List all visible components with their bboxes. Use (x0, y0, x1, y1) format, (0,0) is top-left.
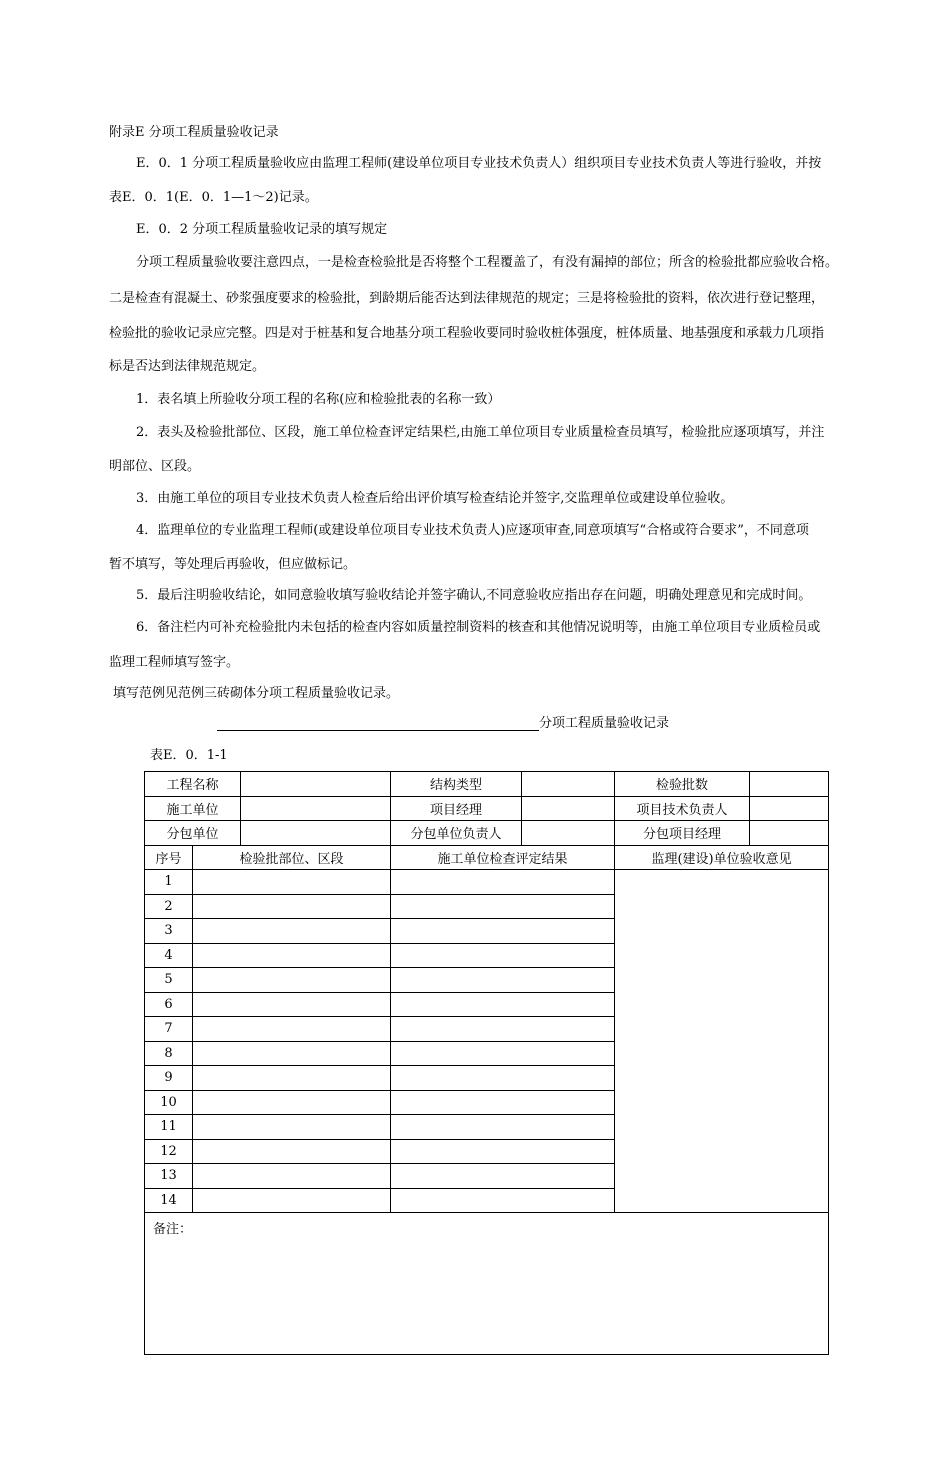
row-number: 11 (145, 1115, 193, 1140)
cell-part[interactable] (193, 919, 391, 944)
cell-part[interactable] (193, 870, 391, 895)
cell-part[interactable] (193, 1115, 391, 1140)
cell-result[interactable] (391, 968, 615, 993)
cell-part[interactable] (193, 1041, 391, 1066)
cell-part[interactable] (193, 1188, 391, 1213)
cell-result[interactable] (391, 919, 615, 944)
label-construction-unit: 施工单位 (145, 796, 241, 821)
item-6-line2: 监理工程师填写签字。 (109, 655, 240, 670)
cell-opinion[interactable] (615, 870, 829, 1213)
value-sub-lead[interactable] (522, 821, 615, 846)
value-tech-lead[interactable] (750, 796, 829, 821)
value-project-name[interactable] (241, 772, 391, 797)
item-4-line2: 暂不填写，等处理后再验收，但应做标记。 (109, 557, 357, 572)
item-6-line1: 6．备注栏内可补充检验批内未包括的检查内容如质量控制资料的核查和其他情况说明等，由施工单位项目专业质检员或 (136, 620, 821, 635)
label-batch-count: 检验批数 (615, 772, 750, 797)
label-structure-type: 结构类型 (391, 772, 522, 797)
cell-part[interactable] (193, 1090, 391, 1115)
item-1: 1．表名填上所验收分项工程的名称(应和检验批表的名称一致） (136, 392, 501, 407)
col-header-no: 序号 (145, 845, 193, 870)
value-construction-unit[interactable] (241, 796, 391, 821)
row-number: 5 (145, 968, 193, 993)
cell-result[interactable] (391, 1041, 615, 1066)
cell-part[interactable] (193, 894, 391, 919)
cell-part[interactable] (193, 1066, 391, 1091)
table-row (145, 870, 829, 895)
remark-row (145, 1213, 829, 1355)
header-row-1 (145, 772, 829, 797)
row-number: 6 (145, 992, 193, 1017)
cell-result[interactable] (391, 992, 615, 1017)
table-title-text: 分项工程质量验收记录 (539, 716, 670, 731)
header-row-2 (145, 796, 829, 821)
col-header-part: 检验批部位、区段 (193, 845, 391, 870)
cell-part[interactable] (193, 1017, 391, 1042)
row-number: 13 (145, 1164, 193, 1189)
item-2-line2: 明部位、区段。 (109, 459, 201, 474)
para-line3: 检验批的验收记录应完整。四是对于桩基和复合地基分项工程验收要同时验收桩体强度，桩体质量、地基强度和承载力几项指 (109, 326, 825, 341)
row-number: 7 (145, 1017, 193, 1042)
value-sub-manager[interactable] (750, 821, 829, 846)
item-4-line1: 4．监理单位的专业监理工程师(或建设单位项目专业技术负责人)应逐项审查,同意项填写“合格或符合要求”，不同意项 (136, 523, 809, 538)
cell-result[interactable] (391, 894, 615, 919)
clause-e02: E．0．2 分项工程质量验收记录的填写规定 (136, 222, 388, 237)
label-tech-lead: 项目技术负责人 (615, 796, 750, 821)
col-header-result: 施工单位检查评定结果 (391, 845, 615, 870)
cell-result[interactable] (391, 1115, 615, 1140)
value-project-manager[interactable] (522, 796, 615, 821)
cell-result[interactable] (391, 870, 615, 895)
label-project-manager: 项目经理 (391, 796, 522, 821)
cell-part[interactable] (193, 1164, 391, 1189)
title-blank-line (217, 716, 539, 731)
acceptance-record-table (144, 771, 829, 1355)
para-line4: 标是否达到法律规范规定。 (109, 359, 266, 374)
example-note: 填写范例见范例三砖砌体分项工程质量验收记录。 (113, 686, 400, 701)
column-header-row (145, 845, 829, 870)
value-structure-type[interactable] (522, 772, 615, 797)
cell-part[interactable] (193, 943, 391, 968)
row-number: 4 (145, 943, 193, 968)
cell-part[interactable] (193, 968, 391, 993)
label-subcontractor: 分包单位 (145, 821, 241, 846)
remark-cell[interactable] (145, 1213, 829, 1355)
label-sub-lead: 分包单位负责人 (391, 821, 522, 846)
row-number: 1 (145, 870, 193, 895)
item-5: 5．最后注明验收结论，如同意验收填写验收结论并签字确认,不同意验收应指出存在问题，明确处理意见和完成时间。 (136, 588, 812, 603)
row-number: 12 (145, 1139, 193, 1164)
clause-e01-line1: E．0．1 分项工程质量验收应由监理工程师(建设单位项目专业技术负责人）组织项目专业技术负责人等进行验收，并按 (136, 156, 822, 171)
row-number: 3 (145, 919, 193, 944)
row-number: 9 (145, 1066, 193, 1091)
cell-part[interactable] (193, 992, 391, 1017)
label-project-name: 工程名称 (145, 772, 241, 797)
cell-result[interactable] (391, 1066, 615, 1091)
value-batch-count[interactable] (750, 772, 829, 797)
row-number: 8 (145, 1041, 193, 1066)
header-row-3 (145, 821, 829, 846)
clause-e01-line2: 表E．0．1(E．0．1—1～2)记录。 (109, 190, 318, 205)
remark-label: 备注： (153, 1222, 193, 1237)
appendix-heading: 附录E 分项工程质量验收记录 (109, 125, 279, 140)
table-number: 表E．0．1-1 (150, 748, 228, 763)
item-2-line1: 2．表头及检验批部位、区段，施工单位检查评定结果栏,由施工单位项目专业质量检查员填写，检验批应逐项填写，并注 (136, 425, 825, 440)
para-line1: 分项工程质量验收要注意四点，一是检查检验批是否将整个工程覆盖了，有没有漏掉的部位；所含的检验批都应验收合格。 (136, 255, 839, 270)
row-number: 10 (145, 1090, 193, 1115)
item-3: 3．由施工单位的项目专业技术负责人检查后给出评价填写检查结论并签字,交监理单位或建设单位验收。 (136, 491, 734, 506)
cell-result[interactable] (391, 1090, 615, 1115)
cell-result[interactable] (391, 1188, 615, 1213)
label-sub-manager: 分包项目经理 (615, 821, 750, 846)
cell-result[interactable] (391, 1139, 615, 1164)
col-header-opinion: 监理(建设)单位验收意见 (615, 845, 829, 870)
cell-result[interactable] (391, 943, 615, 968)
cell-result[interactable] (391, 1164, 615, 1189)
cell-result[interactable] (391, 1017, 615, 1042)
value-subcontractor[interactable] (241, 821, 391, 846)
cell-part[interactable] (193, 1139, 391, 1164)
para-line2: 二是检查有混凝土、砂浆强度要求的检验批，到龄期后能否达到法律规范的规定；三是将检验批的资料，依次进行登记整理， (109, 291, 825, 306)
row-number: 2 (145, 894, 193, 919)
row-number: 14 (145, 1188, 193, 1213)
table-title (217, 712, 669, 731)
